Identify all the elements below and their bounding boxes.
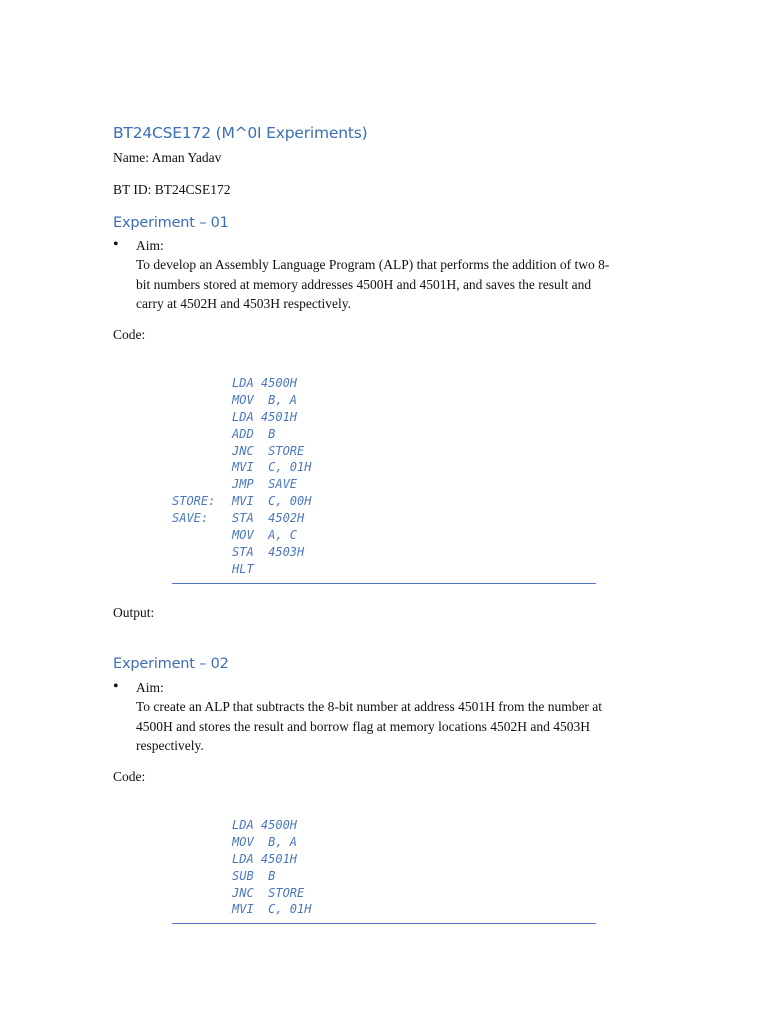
code-instruction: STA 4503H	[232, 544, 305, 559]
bt-id-line: BT ID: BT24CSE172	[113, 182, 231, 197]
aim-line: 4500H and stores the result and borrow flag at memory locations 4502H and 4503H	[136, 718, 591, 734]
code-instruction: LDA 4501H	[232, 409, 298, 424]
code-line	[172, 443, 311, 460]
code-line	[172, 851, 311, 868]
aim-line: respectively.	[136, 738, 204, 753]
code-label	[172, 834, 232, 851]
code-instruction: MOV B, A	[232, 834, 298, 849]
code-label: SAVE:	[172, 511, 209, 526]
code-line	[172, 885, 311, 902]
code-instruction: SUB B	[232, 868, 276, 883]
experiment-02-code-label: Code:	[113, 769, 146, 784]
code-line	[172, 409, 311, 426]
code-instruction: MOV B, A	[232, 392, 298, 407]
code-line	[172, 459, 311, 476]
experiment-01-code-block	[172, 375, 311, 578]
code-divider	[172, 923, 596, 924]
experiment-02-aim-text	[136, 697, 656, 756]
experiment-01-aim-text	[136, 255, 656, 314]
code-line	[172, 527, 311, 544]
code-line	[172, 426, 311, 443]
aim-line: carry at 4502H and 4503H respectively.	[136, 296, 352, 311]
code-instruction: JMP SAVE	[232, 477, 298, 492]
aim-label: Aim:	[136, 238, 164, 253]
code-line	[172, 392, 311, 409]
code-line	[172, 476, 311, 493]
code-label: STORE:	[172, 494, 216, 509]
code-line	[172, 510, 311, 527]
code-line	[172, 868, 311, 885]
code-instruction: HLT	[232, 561, 254, 576]
aim-line: To develop an Assembly Language Program (ALP) that performs the addition of two 8-	[136, 257, 610, 272]
code-divider	[172, 583, 596, 584]
code-instruction: MVI C, 01H	[232, 902, 312, 917]
code-line	[172, 544, 311, 561]
bullet-icon: •	[113, 236, 119, 253]
code-label	[172, 527, 232, 544]
code-label	[172, 901, 232, 918]
experiment-01-code-label: Code:	[113, 327, 146, 342]
code-label	[172, 459, 232, 476]
code-label	[172, 544, 232, 561]
experiment-01-heading: Experiment – 01	[113, 215, 229, 231]
code-instruction: STA 4502H	[232, 511, 305, 526]
code-label	[172, 561, 232, 578]
code-label	[172, 817, 232, 834]
code-line	[172, 901, 311, 918]
aim-line: bit numbers stored at memory addresses 4500H and 4501H, and saves the result and	[136, 276, 592, 292]
code-label	[172, 426, 232, 443]
code-instruction: LDA 4500H	[232, 376, 298, 390]
code-line	[172, 817, 311, 834]
code-label	[172, 375, 232, 392]
experiment-02-heading: Experiment – 02	[113, 656, 229, 672]
code-instruction: MOV A, C	[232, 528, 298, 543]
code-line	[172, 561, 311, 578]
code-instruction: JNC STORE	[232, 443, 305, 458]
code-line	[172, 493, 311, 510]
document-title: BT24CSE172 (M^0I Experiments)	[113, 124, 368, 142]
code-line	[172, 375, 311, 392]
code-instruction: MVI C, 00H	[232, 494, 312, 509]
code-instruction: LDA 4500H	[232, 818, 298, 832]
code-instruction: ADD B	[232, 426, 276, 441]
code-instruction: JNC STORE	[232, 885, 305, 900]
code-label	[172, 392, 232, 409]
experiment-01-output-label: Output:	[113, 605, 155, 620]
experiment-02-code-block	[172, 817, 311, 918]
code-label	[172, 443, 232, 460]
code-instruction: LDA 4501H	[232, 851, 298, 866]
bullet-icon: •	[113, 678, 119, 695]
name-line: Name: Aman Yadav	[113, 150, 222, 165]
code-label	[172, 851, 232, 868]
code-label	[172, 868, 232, 885]
code-label	[172, 476, 232, 493]
code-instruction: MVI C, 01H	[232, 460, 312, 475]
code-line	[172, 834, 311, 851]
aim-label: Aim:	[136, 680, 164, 695]
aim-line: To create an ALP that subtracts the 8-bit number at address 4501H from the number at	[136, 699, 603, 714]
code-label	[172, 885, 232, 902]
code-label	[172, 409, 232, 426]
